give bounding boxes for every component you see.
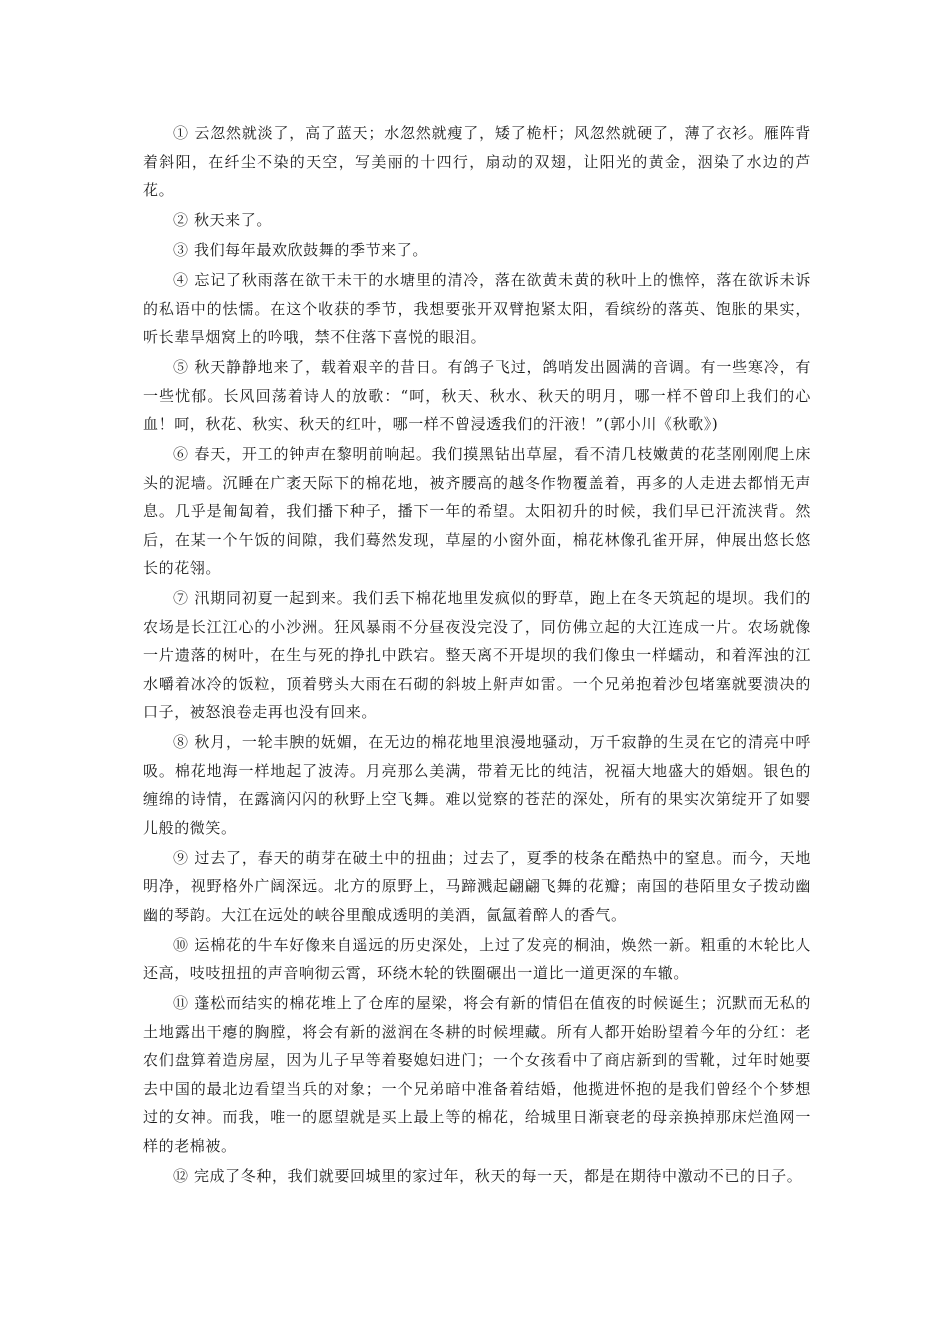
- paragraph-3: ③ 我们每年最欢欣鼓舞的季节来了。: [173, 241, 428, 259]
- paragraph-2: ② 秋天来了。: [173, 211, 272, 229]
- paragraph-10: ⑩ 运棉花的牛车好像来自遥远的历史深处，上过了发亮的桐油，焕然一新。粗重的木轮比人还高，吱吱扭扭的声音响彻云霄，环绕木轮的铁圈碾出一道比一道更深的车辙。: [143, 935, 811, 982]
- paragraph-5: ⑤ 秋天静静地来了，载着艰辛的昔日。有鸽子飞过，鸽哨发出圆满的音调。有一些寒冷，有一些忧郁。长风回荡着诗人的放歌：“呵，秋天、秋水、秋天的明月，哪一样不曾印上我们的心血！呵，秋花、秋实、秋天的红叶，哪一样不曾浸透我们的汗液！”(郭小川《秋歌》): [143, 358, 811, 433]
- paragraph-12: ⑫ 完成了冬种，我们就要回城里的家过年，秋天的每一天，都是在期待中激动不已的日子。: [173, 1166, 803, 1185]
- paragraph-6: ⑥ 春天，开工的钟声在黎明前响起。我们摸黑钻出草屋，看不清几枝嫩黄的花茎刚刚爬上床头的泥墙。沉睡在广袤天际下的棉花地，被齐腰高的越冬作物覆盖着，再多的人走进去都悄无声息。几乎是匍匐着，我们播下种子，播下一年的希望。太阳初升的时候，我们早已汗流浃背。然后，在某一个午饭的间隙，我们蓦然发现，草屋的小窗外面，棉花林像孔雀开屏，伸展出悠长悠长的花翎。: [143, 445, 811, 577]
- paragraph-7: ⑦ 汛期同初夏一起到来。我们丢下棉花地里发疯似的野草，跑上在冬天筑起的堤坝。我们的农场是长江江心的小沙洲。狂风暴雨不分昼夜没完没了，同仿佛立起的大江连成一片。农场就像一片遗落的树叶，在生与死的挣扎中跌宕。整天离不开堤坝的我们像虫一样蠕动，和着浑浊的江水嚼着冰冷的饭粒，顶着劈头大雨在石砌的斜坡上鼾声如雷。一个兄弟抱着沙包堵塞就要溃决的口子，被怒浪卷走再也没有回来。: [143, 589, 811, 721]
- paragraph-11: ⑪ 蓬松而结实的棉花堆上了仓库的屋梁，将会有新的情侣在值夜的时候诞生；沉默而无私的土地露出干瘪的胸膛，将会有新的滋润在冬耕的时候埋藏。所有人都开始盼望着今年的分红：老农们盘算着造房屋，因为儿子早等着娶媳妇进门；一个女孩看中了商店新到的雪靴，过年时她要去中国的最北边看望当兵的对象；一个兄弟暗中准备着结婚，他揽进怀抱的是我们曾经个个梦想过的女神。而我，唯一的愿望就是买上最上等的棉花，给城里日渐衰老的母亲换掉那床烂渔网一样的老棉被。: [143, 994, 811, 1155]
- paragraph-9: ⑨ 过去了，春天的萌芽在破土中的扭曲；过去了，夏季的枝条在酷热中的窒息。而今，天地明净，视野格外广阔深远。北方的原野上，马蹄溅起翩翩飞舞的花瓣；南国的巷陌里女子拨动幽幽的琴韵。大江在远处的峡谷里酿成透明的美酒，氤氲着醉人的香气。: [143, 848, 811, 924]
- paragraph-8: ⑧ 秋月，一轮丰腴的妩媚，在无边的棉花地里浪漫地骚动，万千寂静的生灵在它的清亮中呼吸。棉花地海一样地起了波涛。月亮那么美满，带着无比的纯洁，祝福大地盛大的婚姻。银色的缠绵的诗情，在露滴闪闪的秋野上空飞舞。难以觉察的苍茫的深处，所有的果实次第绽开了如婴儿般的微笑。: [143, 733, 811, 837]
- article-body: [143, 119, 811, 1192]
- paragraph-4: ④ 忘记了秋雨落在欲干未干的水塘里的清冷，落在欲黄未黄的秋叶上的憔悴，落在欲诉未诉的私语中的怯懦。在这个收获的季节，我想要张开双臂抱紧太阳，看缤纷的落英、饱胀的果实，听长辈旱烟窝上的吟哦，禁不住落下喜悦的眼泪。: [143, 271, 811, 346]
- paragraph-1: ① 云忽然就淡了，高了蓝天；水忽然就瘦了，矮了桅杆；风忽然就硬了，薄了衣衫。雁阵背着斜阳，在纤尘不染的天空，写美丽的十四行，扇动的双翅，让阳光的黄金，洇染了水边的芦花。: [143, 124, 811, 199]
